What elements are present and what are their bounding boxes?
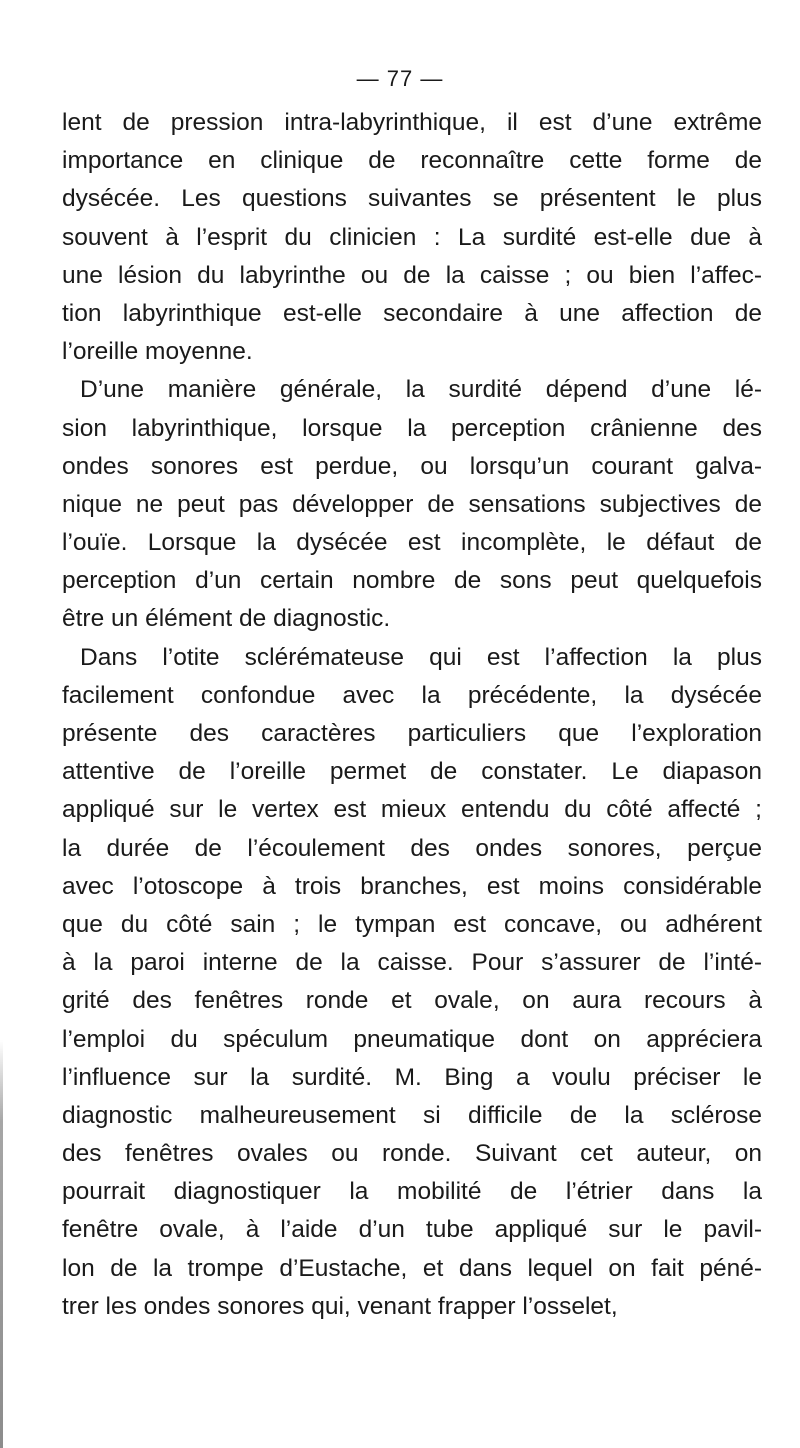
text-line: avec l’otoscope à trois branches, est moins considérable [62, 872, 762, 900]
text-line: ondes sonores est perdue, ou lorsqu’un courant galva- [62, 452, 762, 480]
body-text [62, 104, 762, 1326]
text-line: perception d’un certain nombre de sons peut quelquefois [62, 567, 762, 595]
text-line: à la paroi interne de la caisse. Pour s’assurer de l’inté- [62, 949, 762, 977]
text-line: la durée de l’écoulement des ondes sonores, perçue [62, 834, 762, 862]
text-line: diagnostic malheureusement si difficile de la sclérose [62, 1101, 762, 1129]
text-line: attentive de l’oreille permet de constater. Le diapason [62, 758, 762, 786]
text-line: lon de la trompe d’Eustache, et dans lequel on fait péné- [62, 1254, 762, 1282]
text-line: l’influence sur la surdité. M. Bing a voulu préciser le [62, 1063, 762, 1091]
text-line: pourrait diagnostiquer la mobilité de l’étrier dans la [62, 1178, 762, 1206]
text-line: présente des caractères particuliers que l’exploration [62, 720, 762, 747]
paragraph-start-line: D’une manière générale, la surdité dépend d’une lé- [80, 376, 762, 404]
text-line: trer les ondes sonores qui, venant frapper l’osselet, [62, 1292, 618, 1320]
page-edge-shadow [0, 1040, 3, 1448]
text-line: importance en clinique de reconnaître cette forme de [62, 147, 762, 175]
text-line: que du côté sain ; le tympan est concave, ou adhérent [62, 910, 762, 938]
text-line: l’emploi du spéculum pneumatique dont on appréciera [62, 1025, 762, 1053]
text-line: facilement confondue avec la précédente, la dysécée [62, 681, 762, 709]
text-line: lent de pression intra-labyrinthique, il est d’une extrême [62, 109, 762, 136]
text-line: grité des fenêtres ronde et ovale, on aura recours à [62, 987, 762, 1015]
text-line: appliqué sur le vertex est mieux entendu du côté affecté ; [62, 796, 762, 824]
text-line: l’ouïe. Lorsque la dysécée est incomplète, le défaut de [62, 529, 762, 557]
text-line: une lésion du labyrinthe ou de la caisse ; ou bien l’affec- [62, 261, 762, 289]
text-line: l’oreille moyenne. [62, 338, 253, 366]
text-line: fenêtre ovale, à l’aide d’un tube appliqué sur le pavil- [62, 1216, 762, 1244]
text-line: nique ne peut pas développer de sensations subjectives de [62, 490, 762, 518]
text-line: des fenêtres ovales ou ronde. Suivant cet auteur, on [62, 1140, 762, 1168]
text-line: souvent à l’esprit du clinicien : La surdité est-elle due à [62, 223, 762, 251]
page-number: — 77 — [356, 66, 444, 91]
text-line: dysécée. Les questions suivantes se présentent le plus [62, 185, 762, 213]
paragraph-start-line: Dans l’otite sclérémateuse qui est l’affection la plus [80, 643, 762, 671]
text-line: être un élément de diagnostic. [62, 605, 391, 633]
text-line: tion labyrinthique est-elle secondaire à une affection de [62, 299, 762, 327]
text-line: sion labyrinthique, lorsque la perception crânienne des [62, 414, 762, 442]
